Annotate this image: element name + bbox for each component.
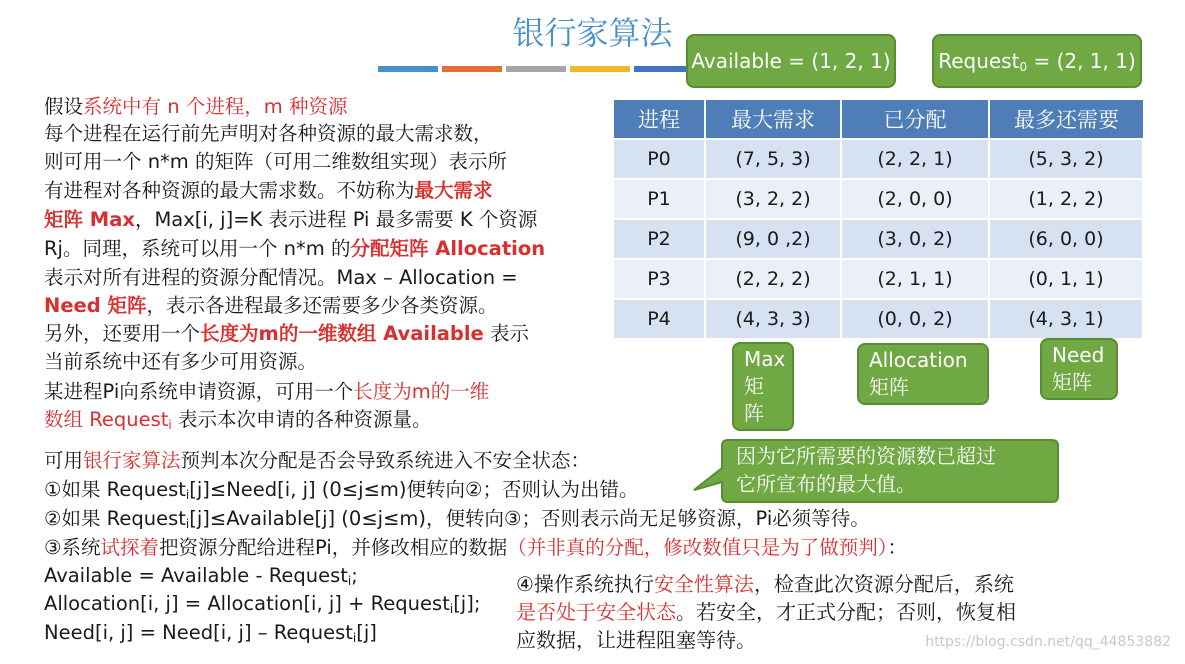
request-box [932,34,1142,88]
para-line-8: Need 矩阵，表示各进程最多还需要多少各类资源。 [44,294,498,317]
equation-allocation: Allocation[i, j] = Allocation[i, j] + Request$_i$[j]; [44,592,481,616]
para-line-1: 假设系统中有 n 个进程，m 种资源 [44,95,348,118]
label-line: 矩阵 [869,375,909,399]
header-process: 进程 [614,100,705,139]
para-line-7: 表示对所有进程的资源分配情况。Max – Allocation = [44,266,518,289]
para-line-3: 则可用一个 n*m 的矩阵（可用二维数组实现）表示所 [44,150,508,173]
cell: (2, 2, 2) [705,259,841,299]
cell: (3, 2, 2) [705,179,841,219]
table-row [614,179,1143,219]
header-allocation: 已分配 [841,100,989,139]
cell: P2 [614,219,705,259]
para-line-4: 有进程对各种资源的最大需求数。不妨称为最大需求 [44,179,493,202]
cell: (4, 3, 3) [705,299,841,338]
header-max: 最大需求 [705,100,841,139]
para-line-2: 每个进程在运行前先声明对各种资源的最大需求数， [44,122,493,145]
para-line-12: 数组 Request$_i$ 表示本次申请的各种资源量。 [44,408,432,432]
equation-need: Need[i, j] = Need[i, j] – Request$_i$[j] [44,621,377,645]
step-1: ①如果 Request$_i$[j]≤Need[i, j] (0≤j≤m)便转向②；否则认为出错。 [44,478,639,502]
cell: (6, 0, 0) [989,219,1143,259]
cell: P4 [614,299,705,338]
step-4-line1: ④操作系统执行安全性算法，检查此次资源分配后，系统 [516,572,1014,596]
para-line-10: 当前系统中还有多少可用资源。 [44,350,318,373]
table-row [614,299,1143,338]
allocation-matrix-label [857,343,989,405]
cell: (9, 0 ,2) [705,219,841,259]
cell: (1, 2, 2) [989,179,1143,219]
cell: P0 [614,139,705,179]
callout-line1: 因为它所需要的资源数已超过 [736,444,996,468]
table-row [614,139,1143,179]
callout-line2: 它所宣布的最大值。 [736,472,916,496]
para-line-9: 另外，还要用一个长度为m的一维数组 Available 表示 [44,322,529,345]
cell: (0, 1, 1) [989,259,1143,299]
available-text: Available = (1, 2, 1) [691,49,891,73]
cell: P1 [614,179,705,219]
table-header-row [614,100,1143,139]
step-4-line2: 是否处于安全状态。若安全，才正式分配；否则，恢复相 [516,600,1016,624]
request-value: = (2, 1, 1) [1027,49,1136,73]
cell: (4, 3, 1) [989,299,1143,338]
watermark: https://blog.csdn.net/qq_44853882 [925,634,1171,650]
request-label: Request [938,49,1020,73]
equation-available: Available = Available - Request$_i$; [44,564,358,588]
cell: (7, 5, 3) [705,139,841,179]
cell: (0, 0, 2) [841,299,989,338]
cell: (5, 3, 2) [989,139,1143,179]
label-line: Allocation [869,348,968,372]
step-4-line3: 应数据，让进程阻塞等待。 [516,628,756,652]
step-intro: 可用银行家算法预判本次分配是否会导致系统进入不安全状态： [44,449,591,472]
available-box [686,34,896,88]
cell: (2, 0, 0) [841,179,989,219]
need-matrix-label [1040,338,1118,400]
header-need: 最多还需要 [989,100,1143,139]
cell: P3 [614,259,705,299]
label-line: Need [1052,343,1105,367]
cell: (2, 2, 1) [841,139,989,179]
cell: (2, 1, 1) [841,259,989,299]
step-3: ③系统试探着把资源分配给进程Pi，并修改相应的数据（并非真的分配，修改数值只是为了做预判）： [44,536,908,559]
resource-table [614,100,1144,338]
max-matrix-label [732,342,794,431]
para-line-6: Rj。同理，系统可以用一个 n*m 的分配矩阵 Allocation [44,237,546,260]
page-title: 银行家算法 [512,14,673,52]
label-line: 矩阵 [744,374,764,425]
label-line: Max [744,347,786,371]
table-row [614,219,1143,259]
request-subscript: 0 [1019,60,1028,74]
para-line-5: 矩阵 Max，Max[i, j]=K 表示进程 Pi 最多需要 K 个资源 [44,208,538,231]
table-row [614,259,1143,299]
cell: (3, 0, 2) [841,219,989,259]
para-line-11: 某进程Pi向系统申请资源，可用一个长度为m的一维 [44,380,490,403]
label-line: 矩阵 [1052,370,1092,394]
step-2: ②如果 Request$_i$[j]≤Available[j] (0≤j≤m)，便转向③；否则表示尚无足够资源，Pi必须等待。 [44,507,870,531]
